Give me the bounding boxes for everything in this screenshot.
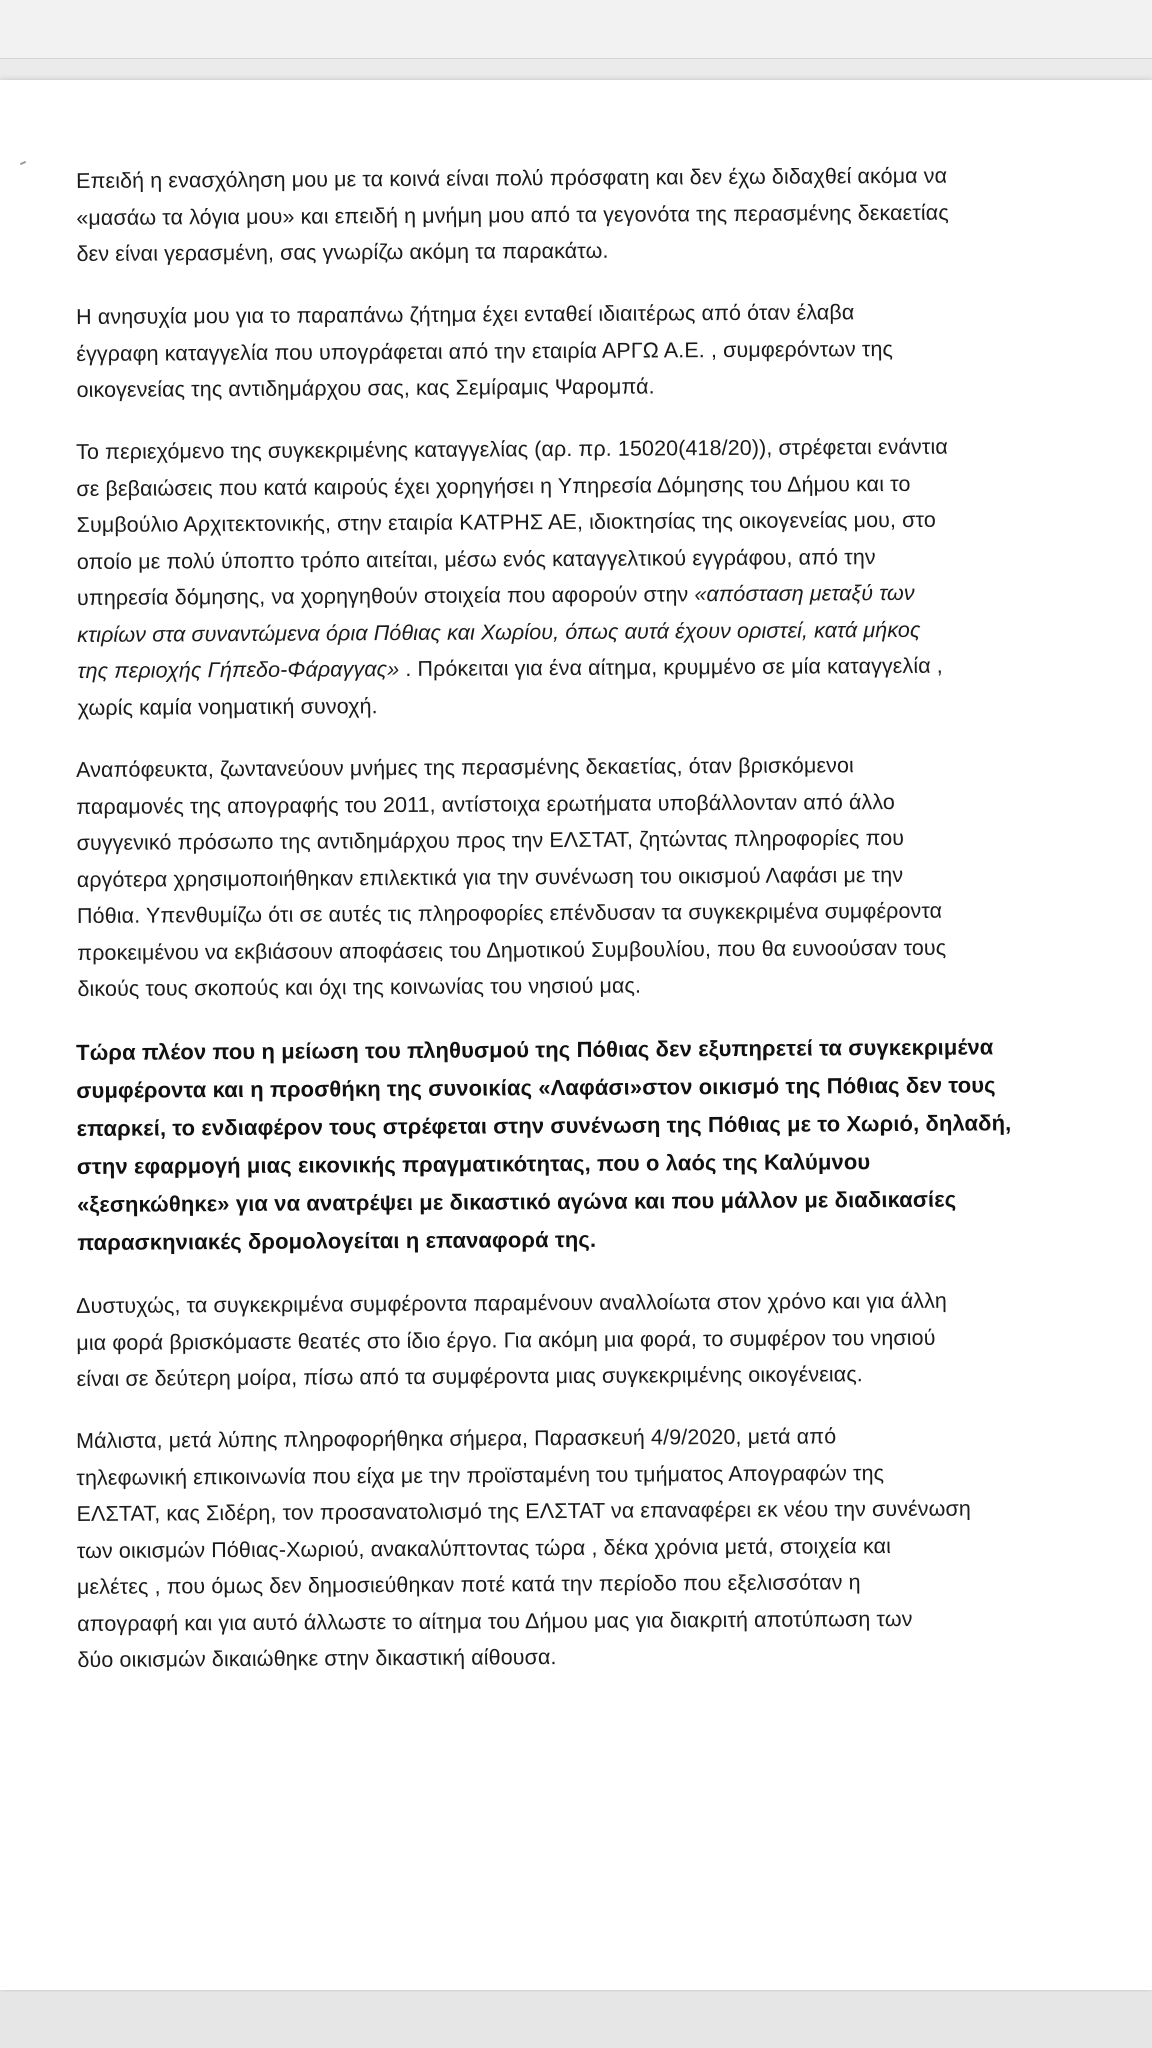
text-line: οικογενείας της αντιδημάρχου σας, κας Σεμίραμις Ψαρομπά.	[76, 373, 655, 402]
top-bar	[0, 0, 1152, 59]
paragraph-5-bold	[76, 1027, 1087, 1261]
text-line: συμφέροντα και η προσθήκη της συνοικίας «Λαφάσι»στον οικισμό της Πόθιας δεν τους	[76, 1071, 996, 1103]
text-line: των οικισμών Πόθιας-Χωριού, ανακαλύπτοντας τώρα , δέκα χρόνια μετά, στοιχεία και	[76, 1533, 892, 1563]
text-line: απογραφή και για αυτό άλλωστε το αίτημα του Δήμου μας για διακριτή αποτύπωση των	[77, 1606, 913, 1636]
text-line: επαρκεί, το ενδιαφέρον τους στρέφεται στην συνένωση της Πόθιας με το Χωριό, δηλαδή,	[76, 1109, 1012, 1141]
text-line: παρασκηνιακές δρομολογείται η επαναφορά της.	[77, 1226, 597, 1255]
paragraph-2	[76, 292, 1087, 408]
text-line	[77, 574, 1087, 617]
text-line: μελέτες , που όμως δεν δημοσιεύθηκαν ποτέ κατά την περίοδο που εξελισσόταν η	[76, 1570, 861, 1599]
text-line: τηλεφωνική επικοινωνία που είχα με την προϊσταμένη του τμήματος Απογραφών της	[76, 1460, 885, 1490]
text-line: ΕΛΣΤΑΤ, κας Σιδέρη, τον προσανατολισμό της ΕΛΣΤΑΤ να επαναφέρει εκ νέου την συνένωση	[76, 1496, 972, 1526]
text-line: προκειμένου να εκβιάσουν αποφάσεις του Δημοτικού Συμβουλίου, που θα ευνοούσαν τους	[77, 935, 947, 965]
text-line	[77, 647, 1087, 690]
quoted-italic-text: της περιοχής Γήπεδο-Φάραγγας»	[77, 657, 400, 683]
text-line: οποίο με πολύ ύποπτο τρόπο αιτείται, μέσω ενός καταγγελτικού εγγράφου, από την	[76, 544, 876, 574]
paragraph-4	[76, 746, 1088, 1008]
quoted-italic-text: κτιρίων στα συναντώμενα όρια Πόθιας και Χωρίου, όπως αυτά έχουν οριστεί, κατά μήκος	[77, 617, 921, 647]
text-line: Συμβούλιο Αρχιτεκτονικής, στην εταιρία ΚΑΤΡΗΣ ΑΕ, ιδιοκτησίας της οικογενείας μου, στο	[76, 507, 936, 537]
text-line: Πόθια. Υπενθυμίζω ότι σε αυτές τις πληροφορίες επένδυσαν τα συγκεκριμένα συμφέροντα	[76, 898, 943, 928]
paragraph-7	[76, 1417, 1088, 1679]
text-line: «ξεσηκώθηκε» για να ανατρέψει με δικαστικό αγώνα και που μάλλον με διαδικασίες	[76, 1186, 957, 1217]
text-line: δικούς τους σκοπούς και όχι της κοινωνίας του νησιού μας.	[77, 973, 642, 1001]
text-line: Δυστυχώς, τα συγκεκριμένα συμφέροντα παραμένουν αναλλοίωτα στον χρόνο και για άλλη	[76, 1288, 948, 1318]
text-line: αργότερα χρησιμοποιήθηκαν επιλεκτικά για την συνένωση του οικισμού Λαφάσι με την	[76, 862, 904, 892]
bottom-bar	[0, 1992, 1152, 2048]
text-line: παραμονές της απογραφής του 2011, αντίστοιχα ερωτήματα υποβάλλονταν από άλλο	[76, 789, 895, 819]
text-line: σε βεβαιώσεις που κατά καιρούς έχει χορηγήσει η Υπηρεσία Δόμησης του Δήμου και το	[76, 471, 911, 501]
paragraph-6	[76, 1281, 1087, 1397]
text-line: Το περιεχόμενο της συγκεκριμένης καταγγελίας (αρ. πρ. 15020(418/20)), στρέφεται ενάντια	[76, 434, 948, 464]
document-body	[76, 163, 1086, 1705]
quoted-italic-text: «απόσταση μεταξύ των	[694, 580, 915, 607]
text-line: χωρίς καμία νοηματική συνοχή.	[77, 693, 378, 720]
text-line: Τώρα πλέον που η μείωση του πληθυσμού της Πόθιας δεν εξυπηρετεί τα συγκεκριμένα	[76, 1033, 994, 1065]
text-line: δύο οικισμών δικαιώθηκε στην δικαστική αίθουσα.	[77, 1645, 557, 1672]
text-line: μια φορά βρισκόμαστε θεατές στο ίδιο έργο. Για ακόμη μια φορά, το συμφέρον του νησιού	[76, 1324, 936, 1354]
text-line: Μάλιστα, μετά λύπης πληροφορήθηκα σήμερα, Παρασκευή 4/9/2020, μετά από	[76, 1424, 837, 1453]
text-run: . Πρόκειται για ένα αίτημα, κρυμμένο σε μία καταγγελία ,	[399, 653, 943, 682]
paragraph-3	[76, 428, 1088, 726]
text-line: είναι σε δεύτερη μοίρα, πίσω από τα συμφέροντα μιας συγκεκριμένης οικογένειας.	[76, 1361, 863, 1391]
text-line: Η ανησυχία μου για το παραπάνω ζήτημα έχει ενταθεί ιδιαιτέρως από όταν έλαβα	[76, 299, 855, 329]
text-line: Αναπόφευκτα, ζωντανεύουν μνήμες της περασμένης δεκαετίας, όταν βρισκόμενοι	[76, 753, 854, 782]
text-line: στην εφαρμογή μιας εικονικής πραγματικότητας, που ο λαός της Καλύμνου	[76, 1148, 871, 1179]
text-line: έγγραφη καταγγελία που υπογράφεται από την εταιρία ΑΡΓΩ Α.Ε. , συμφερόντων της	[76, 336, 894, 365]
text-line: «μασάω τα λόγια μου» και επειδή η μνήμη μου από τα γεγονότα της περασμένης δεκαετίας	[76, 200, 949, 230]
text-run: υπηρεσία δόμησης, να χορηγηθούν στοιχεία που αφορούν στην	[76, 582, 695, 610]
text-line: Επειδή η ενασχόληση μου με τα κοινά είναι πολύ πρόσφατη και δεν έχω διδαχθεί ακόμα να	[76, 163, 948, 193]
text-line: δεν είναι γερασμένη, σας γνωρίζω ακόμη τα παρακάτω.	[76, 238, 609, 266]
paragraph-1	[76, 157, 1087, 273]
text-line: συγγενικό πρόσωπο της αντιδημάρχου προς την ΕΛΣΤΑΤ, ζητώντας πληροφορίες που	[76, 825, 905, 855]
